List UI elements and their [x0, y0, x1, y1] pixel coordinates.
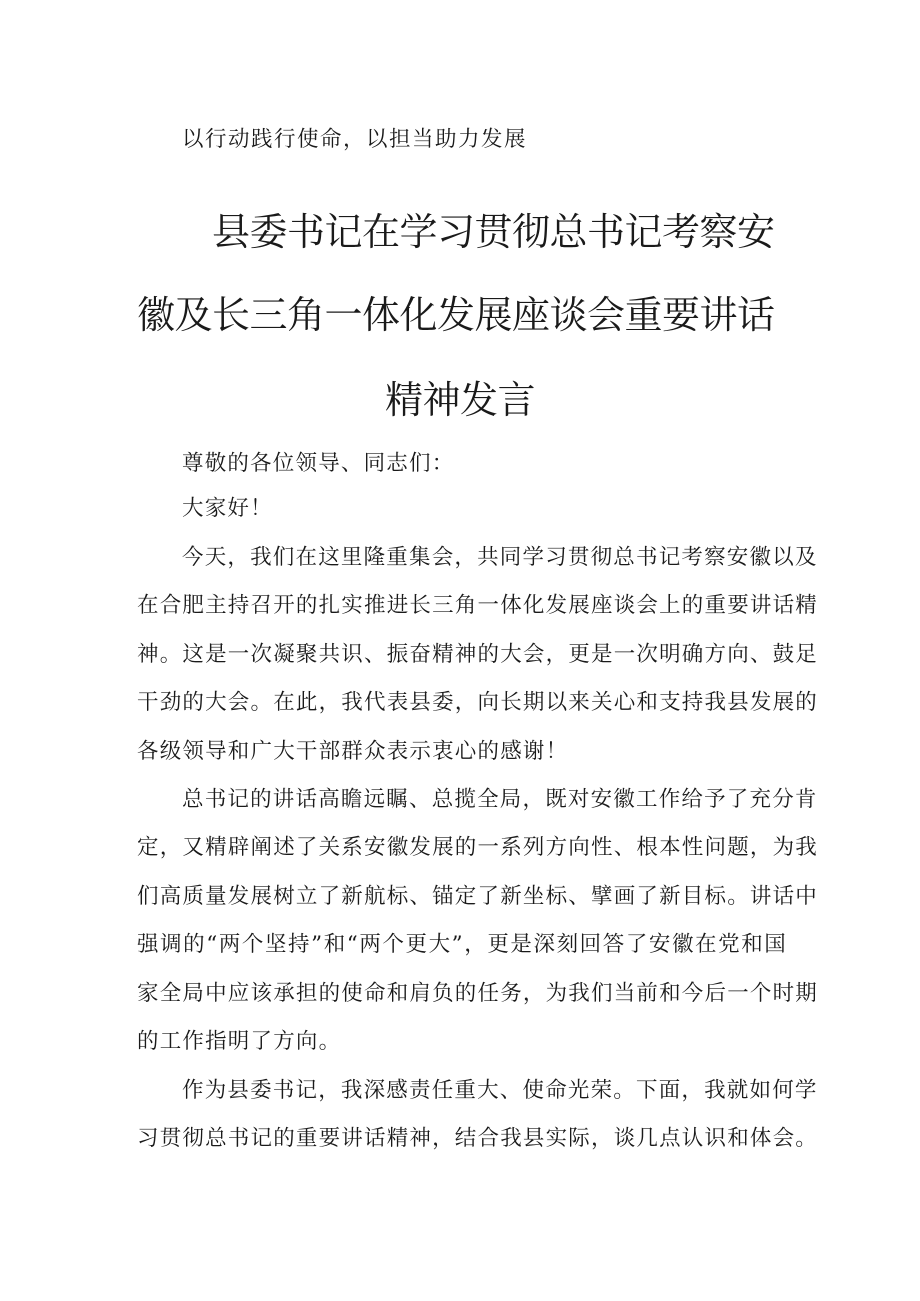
paragraph-2-line-6: 的工作指明了方向。: [137, 1029, 342, 1054]
paragraph-2-line-3: 们高质量发展树立了新航标、锚定了新坐标、擘画了新目标。讲话中: [137, 884, 819, 909]
paragraph-3-line-2: 习贯彻总书记的重要讲话精神，结合我县实际，谈几点认识和体会。: [137, 1126, 819, 1151]
paragraph-1-line-1: 今天，我们在这里隆重集会，共同学习贯彻总书记考察安徽以及: [182, 545, 818, 570]
document-subtitle: 以行动践行使命，以担当助力发展: [182, 127, 528, 152]
paragraph-2-line-2: 定，又精辟阐述了关系安徽发展的一系列方向性、根本性问题，为我: [137, 835, 819, 860]
title-line-3: 精神发言: [385, 378, 536, 422]
paragraph-2-line-5: 家全局中应该承担的使命和肩负的任务，为我们当前和今后一个时期: [137, 981, 819, 1006]
title-line-2: 徽及长三角一体化发展座谈会重要讲话: [137, 293, 775, 337]
greeting: 大家好！: [182, 496, 273, 521]
paragraph-2-line-4: 强调的“两个坚持”和“两个更大”，更是深刻回答了安徽在党和国: [137, 932, 787, 957]
paragraph-1-line-5: 各级领导和广大干部群众表示衷心的感谢！: [137, 739, 569, 764]
paragraph-1-line-4: 干劲的大会。在此，我代表县委，向长期以来关心和支持我县发展的: [137, 690, 819, 715]
salutation: 尊敬的各位领导、同志们：: [182, 451, 455, 476]
paragraph-1-line-3: 神。这是一次凝聚共识、振奋精神的大会，更是一次明确方向、鼓足: [137, 642, 819, 667]
paragraph-1-line-2: 在合肥主持召开的扎实推进长三角一体化发展座谈会上的重要讲话精: [137, 593, 819, 618]
paragraph-2-line-1: 总书记的讲话高瞻远瞩、总揽全局，既对安徽工作给予了充分肯: [182, 787, 818, 812]
paragraph-3-line-1: 作为县委书记，我深感责任重大、使命光荣。下面，我就如何学: [182, 1078, 818, 1103]
title-line-1: 县委书记在学习贯彻总书记考察安: [212, 210, 775, 254]
